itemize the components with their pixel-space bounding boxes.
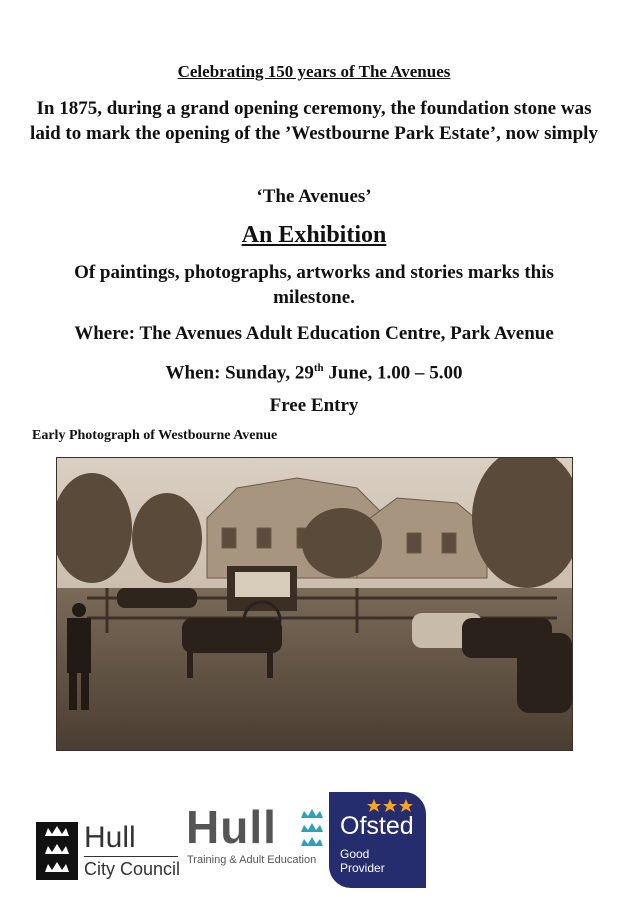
intro-text: In 1875, during a grand opening ceremony, the foundation stone was laid to mark the opening of the ’Westbourne Park Estate’, now simply [30, 98, 598, 144]
photo-caption: Early Photograph of Westbourne Avenue [32, 428, 278, 443]
ofsted-rating-line2: Provider [340, 861, 385, 875]
teal-crowns-icon [299, 808, 325, 850]
council-name: City Council [84, 859, 181, 879]
logo-strip [0, 790, 628, 897]
poster-heading: Celebrating 150 years of The Avenues [177, 62, 451, 81]
quoted-name: ‘The Avenues’ [256, 186, 372, 207]
ofsted-rating [340, 847, 385, 875]
when-suffix: June, 1.00 – 5.00 [323, 362, 463, 384]
three-crowns-crest-icon [36, 822, 78, 880]
where-line: Where: The Avenues Adult Education Centre, Park Avenue [74, 323, 554, 344]
ofsted-name: Ofsted [340, 812, 414, 840]
exhibition-title: An Exhibition [241, 222, 387, 248]
training-tagline: Training & Adult Education [187, 854, 317, 866]
when-ordinal: th [313, 362, 324, 374]
when-prefix: When: Sunday, 29 [165, 362, 314, 384]
ofsted-rating-line1: Good [340, 847, 370, 861]
training-wordmark: Hull [186, 801, 277, 853]
historic-photograph [56, 457, 573, 751]
exhibition-description: Of paintings, photographs, artworks and stories marks this milestone. [74, 262, 554, 308]
council-divider [84, 856, 178, 857]
free-entry: Free Entry [269, 395, 359, 416]
council-wordmark: Hull [84, 821, 136, 854]
ofsted-badge [329, 792, 426, 888]
ofsted-stars-icon [367, 799, 413, 813]
when-line [0, 356, 628, 385]
